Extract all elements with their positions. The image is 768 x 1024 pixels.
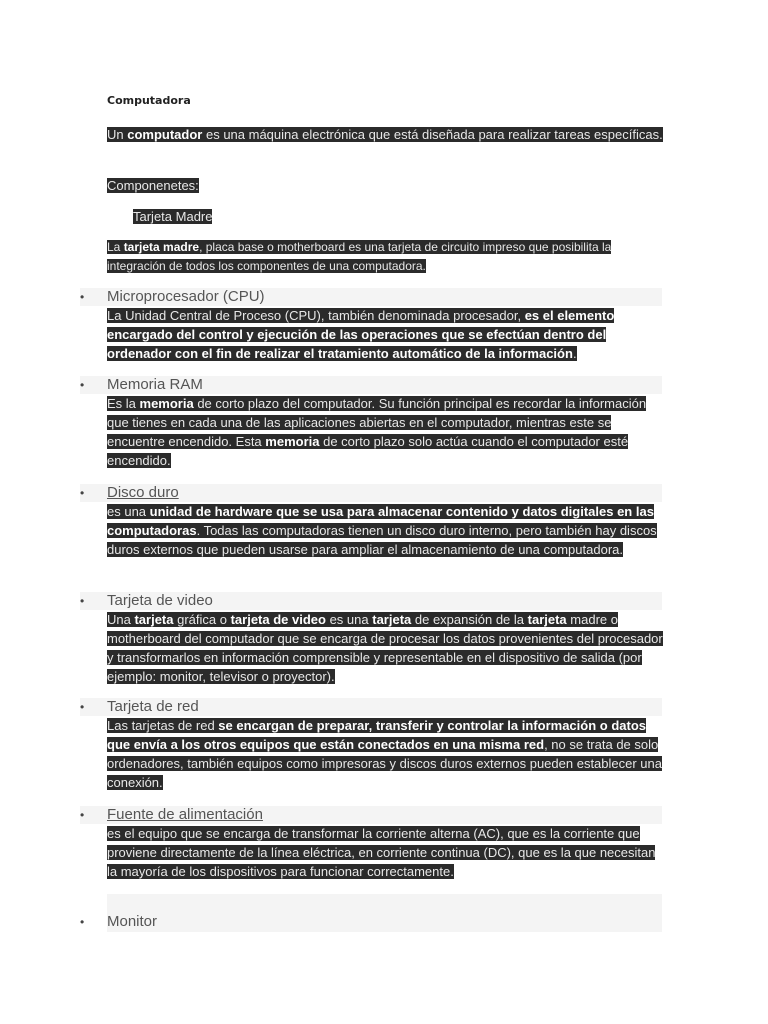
bullet-icon (80, 698, 102, 716)
bullet-icon (80, 592, 102, 610)
motherboard-text-post: , placa base o motherboard es una tarjeta de circuito impreso que posibilita la integración de todos los componentes de una computadora. (107, 240, 612, 273)
item-text-bold: se encargan de preparar, transferir y controlar la información o datos que envía a los otros equipos que están conectados en una misma red (107, 718, 646, 752)
bullet-icon (80, 288, 102, 306)
item-text-bold: es el elemento encargado del control y ejecución de las operaciones que se efectúan dentro del ordenador con el fin de realizar el tratamiento automático de la información (107, 308, 615, 361)
list-item-psu-heading[interactable] (80, 806, 662, 824)
intro-text-pre: Un (107, 127, 128, 142)
motherboard-paragraph (107, 238, 663, 276)
list-item-nic-body (107, 716, 663, 792)
list-item-ram-heading (80, 376, 662, 394)
item-text-pre: La Unidad Central de Proceso (CPU), también denominada procesador, (107, 308, 525, 323)
list-item-cpu-body (107, 306, 663, 363)
item-label: Tarjeta de video (107, 592, 213, 609)
item-text-mid-2: es una (325, 612, 373, 627)
motherboard-heading (133, 207, 433, 226)
item-text-post: . (572, 346, 577, 361)
item-text-post: de corto plazo solo actúa cuando el computador esté encendido. (107, 434, 629, 468)
list-item-hdd-heading[interactable] (80, 484, 662, 502)
list-item-nic-heading (80, 698, 662, 716)
item-text-bold: memoria (139, 396, 194, 411)
components-label (107, 176, 663, 195)
item-text-bold: unidad de hardware que se usa para almacenar contenido y datos digitales en las computadoras (107, 504, 654, 538)
item-text-pre: es una (107, 504, 150, 519)
item-text-bold-2: tarjeta de video (230, 612, 326, 627)
item-label: Tarjeta de red (107, 698, 199, 715)
list-item-gpu-heading (80, 592, 662, 610)
item-text-mid: gráfica o (173, 612, 231, 627)
item-label-link[interactable]: Disco duro (107, 484, 179, 501)
item-text-pre: Una (107, 612, 135, 627)
motherboard-text-bold: tarjeta madre (123, 240, 200, 254)
item-label-link[interactable]: Fuente de alimentación (107, 806, 263, 823)
motherboard-heading-text: Tarjeta Madre (133, 209, 213, 224)
item-text-pre: Las tarjetas de red (107, 718, 219, 733)
list-item-hdd-body (107, 502, 663, 559)
page-title: Computadora (107, 94, 191, 107)
item-text-bold-4: tarjeta (527, 612, 567, 627)
bullet-icon (80, 484, 102, 502)
item-text-bold-2: memoria (265, 434, 320, 449)
intro-text-post: es una máquina electrónica que está diseñada para realizar tareas específicas. (202, 127, 663, 142)
list-item-monitor-heading (80, 913, 662, 931)
list-item-ram-body (107, 394, 663, 470)
components-label-text: Componenetes: (107, 178, 199, 193)
motherboard-text-pre: La (107, 240, 124, 254)
item-text-post: , no se trata de solo ordenadores, también equipos como impresoras y discos duros externos pueden establecer una conexión. (107, 737, 662, 790)
item-text-bold-3: tarjeta (372, 612, 412, 627)
intro-text-bold: computador (127, 127, 203, 142)
bullet-icon (80, 806, 102, 824)
item-text-post: . Todas las computadoras tienen un disco duro interno, pero también hay discos duros externos que pueden usarse para ampliar el almacenamiento de una computadora. (107, 523, 657, 557)
item-text-mid: de corto plazo del computador. Su función principal es recordar la información que tienes en cada una de las aplicaciones abiertas en el computador, mientras este se encuentre encendido. Esta (107, 396, 647, 449)
item-text-mid-3: de expansión de la (411, 612, 528, 627)
item-text-bold: tarjeta (134, 612, 174, 627)
bullet-icon (80, 913, 102, 931)
item-label: Memoria RAM (107, 376, 203, 393)
list-item-gpu-body (107, 610, 663, 686)
item-text-pre: Es la (107, 396, 140, 411)
item-text-pre: es el equipo que se encarga de transformar la corriente alterna (AC), que es la corriente que proviene directamente de la línea eléctrica, en corriente continua (DC), que es la que necesitan la mayoría de los dispositivos para funcionar correctamente. (107, 826, 656, 879)
intro-paragraph (107, 125, 663, 144)
bullet-icon (80, 376, 102, 394)
item-text-post: madre o motherboard del computador que se encarga de procesar los datos provenientes del procesador y transformarlos en información comprensible y representable en el dispositivo de salida (por ejemplo: monitor, televisor o proyector). (107, 612, 663, 684)
item-label: Microprocesador (CPU) (107, 288, 265, 305)
list-item-psu-body (107, 824, 663, 881)
item-label: Monitor (107, 913, 158, 930)
list-item-cpu-heading (80, 288, 662, 306)
